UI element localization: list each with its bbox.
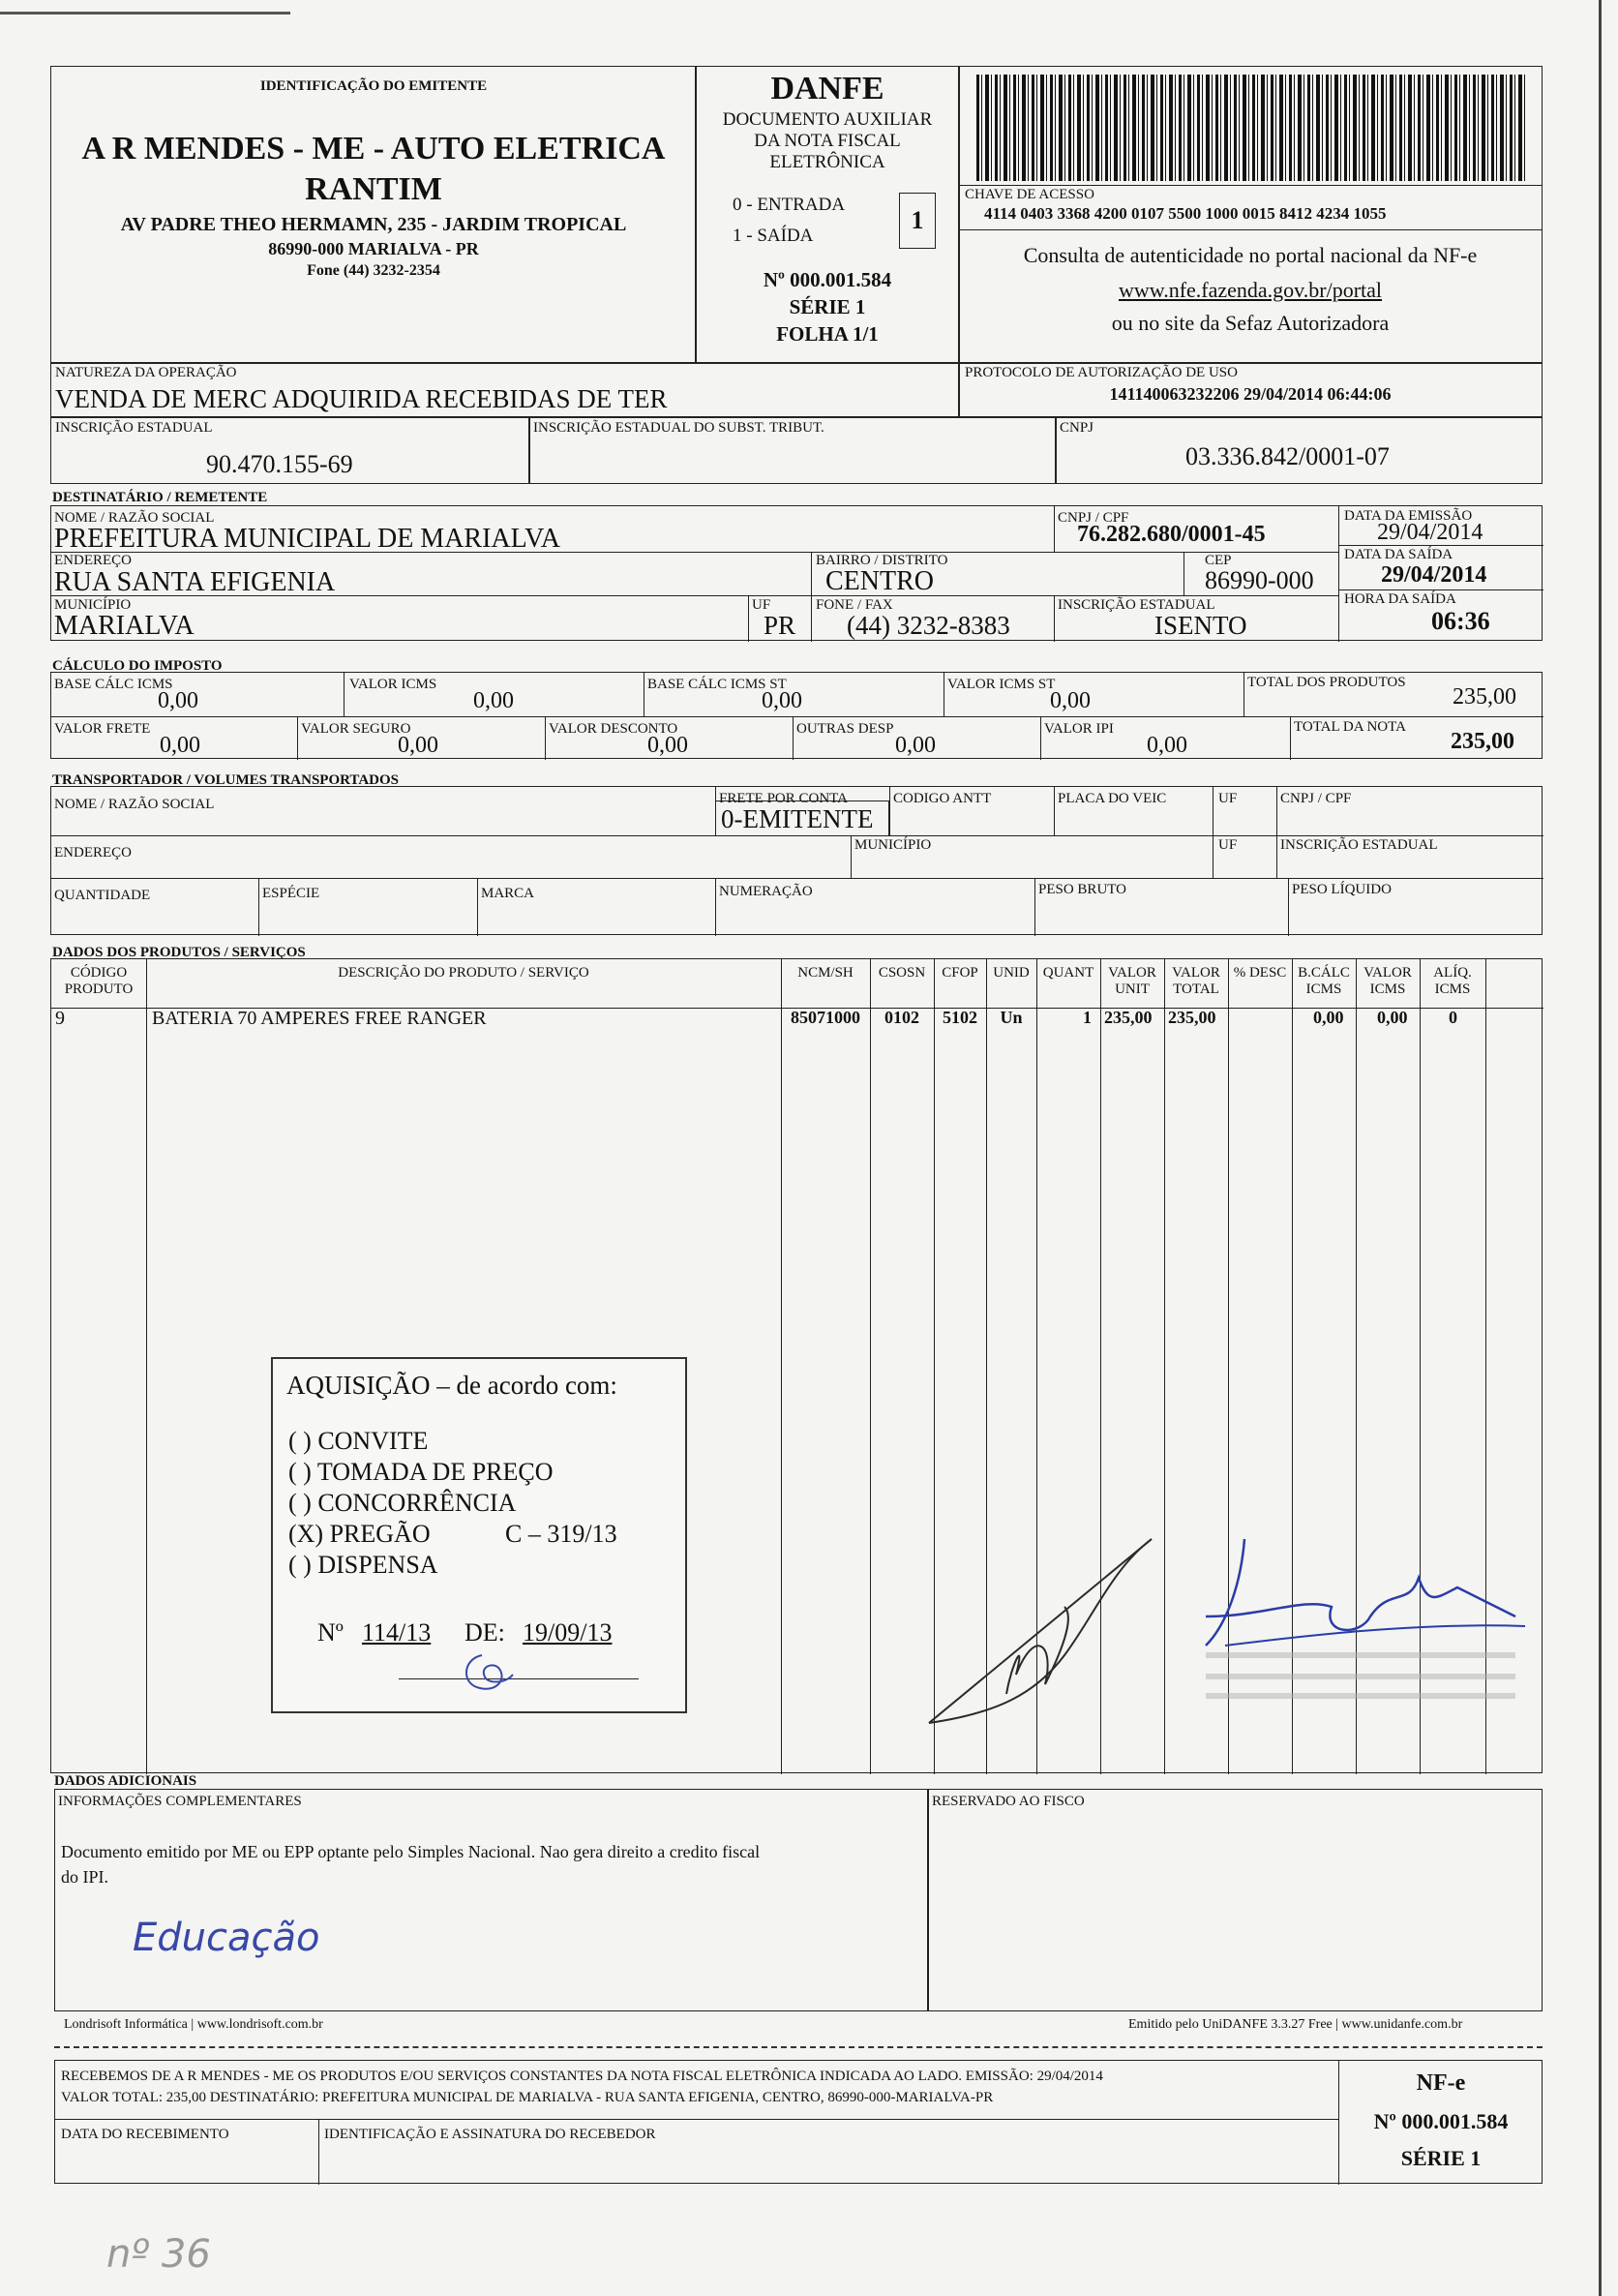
base-icms-label: BASE CÁLC ICMS: [54, 677, 173, 692]
td-vicms: 0,00: [1377, 1008, 1408, 1027]
td-codigo: 9: [55, 1008, 65, 1029]
th-vunit: VALOR UNIT: [1108, 965, 1156, 997]
frete-label: VALOR FRETE: [54, 721, 151, 737]
canhoto-assinatura-label: IDENTIFICAÇÃO E ASSINATURA DO RECEBEDOR: [324, 2127, 656, 2142]
dest-saida-label: DATA DA SAÍDA: [1344, 547, 1453, 562]
ie-label: INSCRIÇÃO ESTADUAL: [55, 420, 213, 436]
protocolo-box: [958, 362, 1543, 418]
dest-cep-label: CEP: [1205, 553, 1232, 568]
imposto-box: [50, 672, 1543, 759]
stamp-opt-tomada: ( ) TOMADA DE PREÇO: [288, 1458, 554, 1486]
emitente-name-2: RANTIM: [305, 171, 442, 207]
danfe-entrada: 0 - ENTRADA: [733, 195, 846, 215]
td-vunit: 235,00: [1104, 1008, 1153, 1027]
stamp-title: AQUISIÇÃO – de acordo com:: [286, 1371, 617, 1400]
imposto-section: CÁLCULO DO IMPOSTO: [52, 658, 223, 674]
transp-frete: 0-EMITENTE: [721, 804, 874, 833]
th-aliq: ALÍQ. ICMS: [1433, 965, 1472, 997]
transp-frete-label: FRETE POR CONTA: [719, 791, 848, 806]
transportador-section: TRANSPORTADOR / VOLUMES TRANSPORTADOS: [52, 772, 400, 788]
dest-bairro: CENTRO: [825, 566, 934, 596]
produtos-section: DADOS DOS PRODUTOS / SERVIÇOS: [52, 945, 306, 960]
frete: 0,00: [160, 733, 200, 758]
ie-box: [50, 416, 530, 484]
td-vtotal: 235,00: [1168, 1008, 1216, 1027]
dest-ie-label: INSCRIÇÃO ESTADUAL: [1058, 597, 1215, 613]
th-vicms: VALOR ICMS: [1363, 965, 1412, 997]
canhoto-nfe: NF-e: [1416, 2070, 1466, 2096]
info-complementares-box: [54, 1789, 929, 2011]
th-csosn: CSOSN: [878, 965, 926, 981]
footer-left: Londrisoft Informática | www.londrisoft.com.br: [64, 2017, 323, 2032]
barcode-icon: [976, 75, 1526, 181]
danfe-title: DANFE: [770, 71, 884, 106]
emitente-address: AV PADRE THEO HERMAMN, 235 - JARDIM TROPICAL: [120, 214, 627, 235]
canhoto-data-label: DATA DO RECEBIMENTO: [61, 2127, 229, 2142]
canhoto-serie: SÉRIE 1: [1400, 2146, 1482, 2170]
canhoto-line-1: RECEBEMOS DE A R MENDES - ME OS PRODUTOS E/OU SERVIÇOS CONSTANTES DA NOTA FISCAL ELETRÔNICA INDICADA AO LADO. EMISSÃO: 29/04/2014: [61, 2069, 1103, 2084]
dest-uf-label: UF: [752, 597, 771, 613]
desconto: 0,00: [647, 733, 688, 758]
dest-fone-label: FONE / FAX: [816, 597, 893, 613]
dest-emissao: 29/04/2014: [1377, 520, 1483, 545]
dest-endereco: RUA SANTA EFIGENIA: [54, 567, 336, 597]
transportador-box: [50, 786, 1543, 935]
ipi: 0,00: [1147, 733, 1187, 758]
transp-quantidade-label: QUANTIDADE: [54, 888, 151, 903]
th-vtotal: VALOR TOTAL: [1172, 965, 1220, 997]
cnpj-value: 03.336.842/0001-07: [1185, 442, 1390, 470]
valor-icms: 0,00: [473, 688, 514, 713]
dest-municipio: MARIALVA: [54, 611, 195, 641]
outras-label: OUTRAS DESP: [796, 721, 894, 737]
dest-nome: PREFEITURA MUNICIPAL DE MARIALVA: [54, 524, 561, 554]
transp-ie-label: INSCRIÇÃO ESTADUAL: [1280, 837, 1438, 853]
stamp-num: 114/13: [362, 1618, 432, 1646]
dest-municipio-label: MUNICÍPIO: [54, 597, 132, 613]
canhoto-numero: Nº 000.001.584: [1373, 2109, 1509, 2133]
info-line-2: do IPI.: [61, 1867, 108, 1887]
natureza-label: NATUREZA DA OPERAÇÃO: [55, 365, 237, 380]
canhoto-box: [54, 2060, 1543, 2184]
ie-st-box: [528, 416, 1057, 484]
danfe-subtitle-1: DOCUMENTO AUXILIAR: [722, 109, 933, 130]
chave-box: [958, 66, 1543, 364]
dest-emissao-label: DATA DA EMISSÃO: [1344, 508, 1473, 524]
total-prod-label: TOTAL DOS PRODUTOS: [1247, 675, 1406, 690]
transp-antt-label: CODIGO ANTT: [893, 791, 992, 806]
seguro: 0,00: [398, 733, 438, 758]
ie-st-label: INSCRIÇÃO ESTADUAL DO SUBST. TRIBUT.: [533, 420, 824, 436]
th-bcalc: B.CÁLC ICMS: [1298, 965, 1350, 997]
valor-st-label: VALOR ICMS ST: [947, 677, 1056, 692]
natureza-value: VENDA DE MERC ADQUIRIDA RECEBIDAS DE TER: [55, 384, 668, 413]
transp-uf-label: UF: [1218, 791, 1238, 806]
danfe-serie: SÉRIE 1: [789, 295, 866, 318]
dest-nome-label: NOME / RAZÃO SOCIAL: [54, 510, 215, 526]
stamp-num-label: Nº: [317, 1618, 344, 1646]
ie-value: 90.470.155-69: [206, 450, 353, 478]
td-ncm: 85071000: [791, 1008, 860, 1027]
danfe-numero: Nº 000.001.584: [763, 268, 892, 291]
protocolo-value: 141140063232206 29/04/2014 06:44:06: [1109, 384, 1392, 404]
transp-especie-label: ESPÉCIE: [262, 886, 320, 901]
dest-cnpj-label: CNPJ / CPF: [1058, 510, 1129, 526]
td-quant: 1: [1083, 1008, 1092, 1027]
base-st-label: BASE CÁLC ICMS ST: [647, 677, 787, 692]
ipi-label: VALOR IPI: [1044, 721, 1114, 737]
th-cfop: CFOP: [942, 965, 978, 981]
adicionais-section: DADOS ADICIONAIS: [54, 1773, 197, 1789]
protocolo-label: PROTOCOLO DE AUTORIZAÇÃO DE USO: [965, 365, 1238, 380]
transp-municipio-label: MUNICÍPIO: [854, 837, 932, 853]
td-aliq: 0: [1449, 1008, 1457, 1027]
dest-cnpj: 76.282.680/0001-45: [1077, 522, 1266, 547]
total-nota-label: TOTAL DA NOTA: [1294, 719, 1406, 735]
signature-scribble: [919, 1529, 1190, 1733]
emitente-name-1: A R MENDES - ME - AUTO ELETRICA: [81, 131, 666, 166]
th-unid: UNID: [993, 965, 1030, 981]
stamp-opt-pregao: (X) PREGÃO: [288, 1520, 431, 1548]
emitente-label: IDENTIFICAÇÃO DO EMITENTE: [259, 78, 488, 94]
valor-icms-label: VALOR ICMS: [349, 677, 437, 692]
th-quant: QUANT: [1042, 965, 1094, 981]
transp-placa-label: PLACA DO VEIC: [1058, 791, 1167, 806]
dest-hora: 06:36: [1431, 607, 1490, 635]
dest-hora-label: HORA DA SAÍDA: [1344, 591, 1456, 607]
authority-signature: [1186, 1529, 1535, 1704]
transp-peso-bruto-label: PESO BRUTO: [1038, 882, 1126, 897]
td-unid: Un: [1000, 1008, 1023, 1027]
th-desc: % DESC: [1233, 965, 1287, 981]
danfe-tipo-box: 1: [899, 193, 936, 249]
stamp-opt-convite: ( ) CONVITE: [288, 1427, 429, 1455]
chave-label: CHAVE DE ACESSO: [965, 187, 1094, 202]
dest-fone: (44) 3232-8383: [847, 611, 1010, 640]
cnpj-label: CNPJ: [1060, 420, 1094, 436]
transp-nome-label: NOME / RAZÃO SOCIAL: [54, 797, 215, 812]
page-number-mark: nº 36: [106, 2232, 211, 2277]
dest-bairro-label: BAIRRO / DISTRITO: [816, 553, 948, 568]
consulta-3: ou no site da Sefaz Autorizadora: [1111, 311, 1390, 335]
dest-uf: PR: [764, 611, 796, 640]
valor-st: 0,00: [1050, 688, 1091, 713]
stamp-opt-dispensa: ( ) DISPENSA: [288, 1551, 438, 1579]
th-descricao: DESCRIÇÃO DO PRODUTO / SERVIÇO: [338, 965, 589, 981]
desconto-label: VALOR DESCONTO: [549, 721, 678, 737]
th-ncm: NCM/SH: [797, 965, 854, 981]
danfe-subtitle-3: ELETRÔNICA: [769, 152, 885, 172]
dest-endereco-label: ENDEREÇO: [54, 553, 132, 568]
td-cfop: 5102: [943, 1008, 977, 1027]
consulta-2[interactable]: www.nfe.fazenda.gov.br/portal: [1118, 278, 1383, 302]
cut-line: [54, 2046, 1543, 2048]
aquisicao-stamp: [271, 1357, 687, 1713]
transp-uf2-label: UF: [1218, 837, 1238, 853]
stamp-de-label: DE:: [464, 1618, 505, 1646]
stamp-initials-signature: [453, 1646, 530, 1700]
transp-marca-label: MARCA: [481, 886, 535, 901]
danfe-folha: FOLHA 1/1: [776, 322, 879, 346]
destinatario-section: DESTINATÁRIO / REMETENTE: [52, 490, 268, 505]
natureza-box: [50, 362, 960, 418]
seguro-label: VALOR SEGURO: [301, 721, 411, 737]
stamp-opt-concorrencia: ( ) CONCORRÊNCIA: [288, 1489, 517, 1517]
info-label: INFORMAÇÕES COMPLEMENTARES: [58, 1794, 302, 1809]
base-icms: 0,00: [158, 688, 198, 713]
info-line-1: Documento emitido por ME ou EPP optante pelo Simples Nacional. Nao gera direito a credito fiscal: [61, 1842, 761, 1861]
emitente-phone: Fone (44) 3232-2354: [307, 262, 440, 279]
total-prod: 235,00: [1453, 684, 1516, 710]
total-nota: 235,00: [1451, 729, 1514, 754]
emitente-box: [50, 66, 697, 364]
handwritten-note: Educação: [133, 1916, 320, 1960]
fisco-label: RESERVADO AO FISCO: [932, 1794, 1085, 1809]
dest-saida: 29/04/2014: [1381, 562, 1487, 588]
td-descricao: BATERIA 70 AMPERES FREE RANGER: [152, 1008, 487, 1029]
danfe-box: [695, 66, 960, 364]
stamp-de: 19/09/13: [523, 1618, 613, 1646]
canhoto-line-2: VALOR TOTAL: 235,00 DESTINATÁRIO: PREFEITURA MUNICIPAL DE MARIALVA - RUA SANTA EFIGENIA, CENTRO, 86990-000-MARIALVA-PR: [61, 2090, 994, 2105]
emitente-city: 86990-000 MARIALVA - PR: [268, 239, 479, 258]
transp-peso-liquido-label: PESO LÍQUIDO: [1292, 882, 1392, 897]
danfe-subtitle-2: DA NOTA FISCAL: [754, 131, 901, 151]
cnpj-box: [1055, 416, 1543, 484]
scan-edge: [0, 12, 290, 15]
td-csosn: 0102: [884, 1008, 919, 1027]
th-codigo: CÓDIGO PRODUTO: [64, 965, 134, 997]
transp-numeracao-label: NUMERAÇÃO: [719, 884, 813, 899]
td-bcalc: 0,00: [1313, 1008, 1344, 1027]
danfe-saida: 1 - SAÍDA: [733, 226, 814, 246]
dest-ie: ISENTO: [1154, 611, 1247, 640]
reservado-fisco-box: [927, 1789, 1543, 2011]
transp-endereco-label: ENDEREÇO: [54, 845, 132, 861]
stamp-opt-pregao-ref: C – 319/13: [505, 1520, 617, 1548]
destinatario-box: [50, 505, 1543, 641]
outras: 0,00: [895, 733, 936, 758]
footer-right: Emitido pelo UniDANFE 3.3.27 Free | www.unidanfe.com.br: [1128, 2017, 1463, 2032]
transp-cnpj-label: CNPJ / CPF: [1280, 791, 1352, 806]
chave-value: 4114 0403 3368 4200 0107 5500 1000 0015 8412 4234 1055: [984, 204, 1387, 223]
consulta-1: Consulta de autenticidade no portal nacional da NF-e: [1023, 243, 1478, 267]
scan-edge-right: [1599, 0, 1602, 2296]
dest-cep: 86990-000: [1205, 566, 1314, 594]
base-st: 0,00: [762, 688, 802, 713]
